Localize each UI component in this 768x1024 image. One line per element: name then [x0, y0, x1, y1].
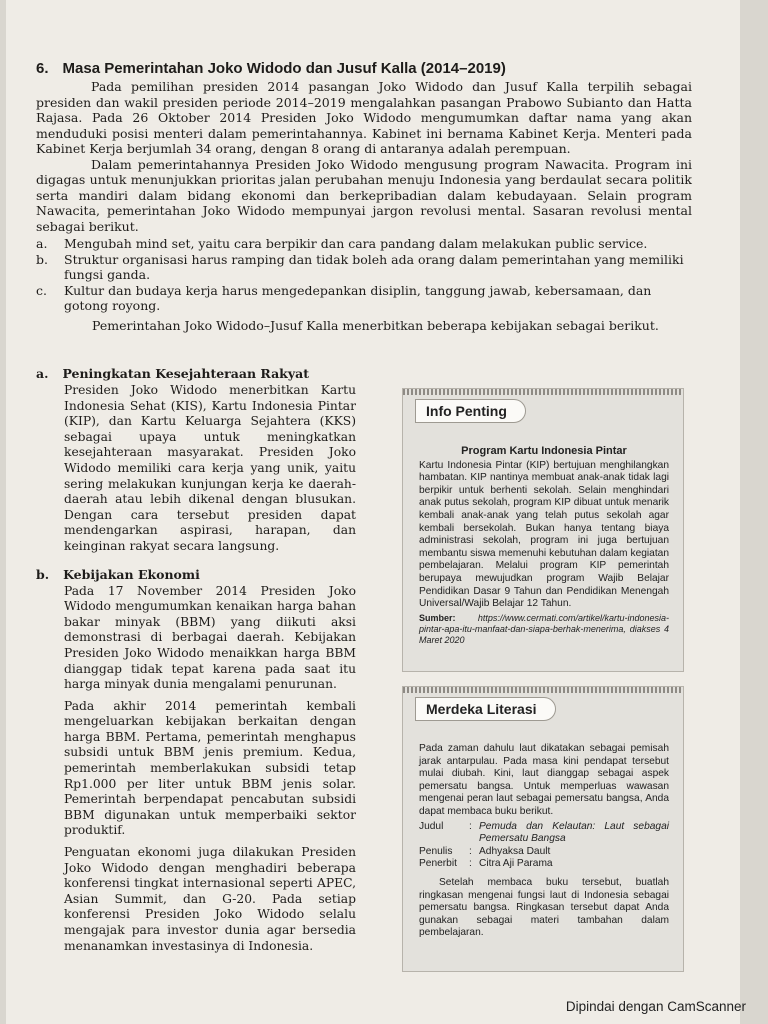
list-marker: c.: [36, 282, 47, 298]
book-key: Judul: [419, 820, 444, 832]
literasi-box-tab: Merdeka Literasi: [415, 697, 556, 721]
policy-intro: Pemerintahan Joko Widodo–Jusuf Kalla menerbitkan beberapa kebijakan sebagai berikut.: [92, 317, 659, 333]
policy-marker: a.: [36, 366, 49, 381]
info-box-text: Kartu Indonesia Pintar (KIP) bertujuan menghilangkan hambatan. KIP nantinya membuat anak-anak tidak lagi berpikir untuk berhenti sekolah. Selain menghindari anak putus sekolah, program KIP dibuat untuk menarik kembali anak-anak yang telah putus sekolah agar kembali bersekolah. Bukan hanya tentang biaya administrasi sekolah, program ini juga bertujuan membantu siswa memenuhi kebutuhan dalam kegiatan pembelajaran. Melalui program KIP pemerintah berupaya mewujudkan program Wajib Belajar Pendidikan Dasar 9 Tahun dan Pendidikan Menengah Universal/Wajib Belajar 12 Tahun.: [419, 459, 669, 610]
info-box-tab: Info Penting: [415, 399, 526, 423]
policy-heading: [36, 567, 356, 582]
policies-column: [36, 362, 356, 954]
list-text: Kultur dan budaya kerja harus mengedepankan disiplin, tanggung jawab, kebersamaan, dan gotong royong.: [64, 282, 652, 313]
source-text: https://www.cermati.com/artikel/kartu-indonesia-pintar-apa-itu-manfaat-dan-siapa-berhak-menerima, diakses 4 Maret 2020: [419, 612, 669, 645]
info-box-body: [419, 445, 669, 646]
book-value: Pemuda dan Kelautan: Laut sebagai Pemersatu Bangsa: [479, 820, 669, 845]
info-penting-box: [402, 388, 684, 672]
book-value: Citra Aji Parama: [479, 858, 553, 870]
policy-title: Kebijakan Ekonomi: [63, 566, 200, 582]
book-value: Adhyaksa Dault: [479, 845, 551, 857]
merdeka-literasi-box: [402, 686, 684, 972]
list-item: [36, 252, 692, 283]
list-item: [36, 236, 692, 252]
literasi-box-text: Pada zaman dahulu laut dikatakan sebagai pemisah jarak antarpulau. Pada masa kini pendapat tersebut mulai diubah. Kini, laut dianggap sebagai aspek pemersatu bangsa. Untuk memperluas wawasan mengenai peran laut sebagai pemersatu bangsa, Anda dapat membaca buku berikut.: [419, 743, 669, 817]
list-marker: a.: [36, 236, 48, 251]
policy-heading: [36, 366, 356, 381]
policy-paragraph: Pada 17 November 2014 Presiden Joko Widodo mengumumkan kenaikan harga bahan bakar minyak (BBM) yang diikuti aksi demonstrasi di berbagai daerah. Kebijakan Presiden Joko Widodo menaikkan harga BBM dianggap tidak tepat karena pada saat itu harga minyak dunia mengalami penurunan.: [64, 583, 356, 692]
box-stripe: [403, 389, 683, 395]
list-item: [36, 283, 692, 314]
section-number: 6.: [36, 60, 49, 77]
section-title: Masa Pemerintahan Joko Widodo dan Jusuf Kalla (2014–2019): [62, 60, 506, 77]
info-box-source: [419, 613, 669, 646]
list-text: Mengubah mind set, yaitu cara berpikir dan cara pandang dalam melakukan public service.: [64, 236, 648, 251]
policy-title: Peningkatan Kesejahteraan Rakyat: [62, 366, 309, 381]
policy-paragraph: Presiden Joko Widodo menerbitkan Kartu Indonesia Sehat (KIS), Kartu Indonesia Pintar (KIP), dan Kartu Keluarga Sejahtera (KKS) sebagai upaya untuk meningkatkan kesejahteraan masyarakat. Presiden Joko Widodo memiliki cara kerja yang unik, yaitu sering melakukan kunjungan kerja ke daerah-daerah atau lebih dikenal dengan blusukan. Dengan cara tersebut presiden dapat mendengarkan aspirasi, harapan, dan keinginan rakyat secara langsung.: [64, 383, 356, 553]
book-row: Judul : Pemuda dan Kelautan: Laut sebagai Pemersatu Bangsa: [419, 820, 669, 845]
section-heading: [36, 60, 692, 77]
book-key: Penerbit: [419, 858, 457, 870]
book-row: Penerbit : Citra Aji Parama: [419, 858, 553, 870]
intro-paragraph: Pada pemilihan presiden 2014 pasangan Joko Widodo dan Jusuf Kalla terpilih sebagai presiden dan wakil presiden periode 2014–2019 mengalahkan pasangan Prabowo Subianto dan Hatta Rajasa. Pada 26 Oktober 2014 Presiden Joko Widodo mengumumkan daftar nama yang akan menduduki posisi menteri dalam pemerintahannya. Kabinet ini bernama Kabinet Kerja. Menteri pada Kabinet Kerja berjumlah 34 orang, dengan 8 orang di antaranya adalah perempuan.: [36, 79, 692, 156]
box-stripe: [403, 687, 683, 693]
literasi-box-closing: Setelah membaca buku tersebut, buatlah ringkasan mengenai fungsi laut di Indonesia sebagai pemersatu bangsa. Ringkasan tersebut dapat Anda gunakan sebagai materi tambahan dalam pembelajaran.: [419, 876, 669, 939]
list-marker: b.: [36, 251, 48, 267]
goals-list: [36, 236, 692, 314]
book-details: [419, 821, 669, 871]
policy-paragraph: Penguatan ekonomi juga dilakukan Presiden Joko Widodo dengan menghadiri beberapa konferensi tingkat internasional seperti APEC, Asian Summit, dan G-20. Pada setiap konferensi Presiden Joko Widodo selalu mengajak para investor dunia agar bersedia menanamkan investasinya di Indonesia.: [64, 845, 356, 953]
intro-paragraph: Dalam pemerintahannya Presiden Joko Widodo mengusung program Nawacita. Program ini digagas untuk menunjukkan prioritas jalan perubahan menuju Indonesia yang berdaulat secara politik serta mandiri dalam bidang ekonomi dan berkepribadian dalam kebudayaan. Selain program Nawacita, pemerintahan Joko Widodo mempunyai jargon revolusi mental. Sasaran revolusi mental sebagai berikut.: [36, 156, 692, 234]
info-box-heading: Program Kartu Indonesia Pintar: [461, 445, 627, 457]
scanner-watermark: Dipindai dengan CamScanner: [565, 999, 746, 1014]
book-row: Penulis : Adhyaksa Dault: [419, 845, 551, 857]
policy-paragraph: Pada akhir 2014 pemerintah kembali mengeluarkan kebijakan berkaitan dengan harga BBM. Pertama, pemerintah menghapus subsidi untuk BBM jenis premium. Kedua, pemerintah memberlakukan subsidi tetap Rp1.000 per liter untuk BBM jenis solar. Pemerintah berpendapat pencabutan subsidi BBM digunakan untuk memperbaiki sektor produktif.: [64, 698, 356, 838]
book-key: Penulis: [419, 845, 453, 857]
policy-marker: b.: [36, 566, 50, 582]
source-label: Sumber:: [419, 612, 456, 623]
section-6: [36, 60, 692, 333]
literasi-box-body: [419, 743, 669, 940]
list-text: Struktur organisasi harus ramping dan tidak boleh ada orang dalam pemerintahan yang memiliki fungsi ganda.: [64, 251, 684, 282]
